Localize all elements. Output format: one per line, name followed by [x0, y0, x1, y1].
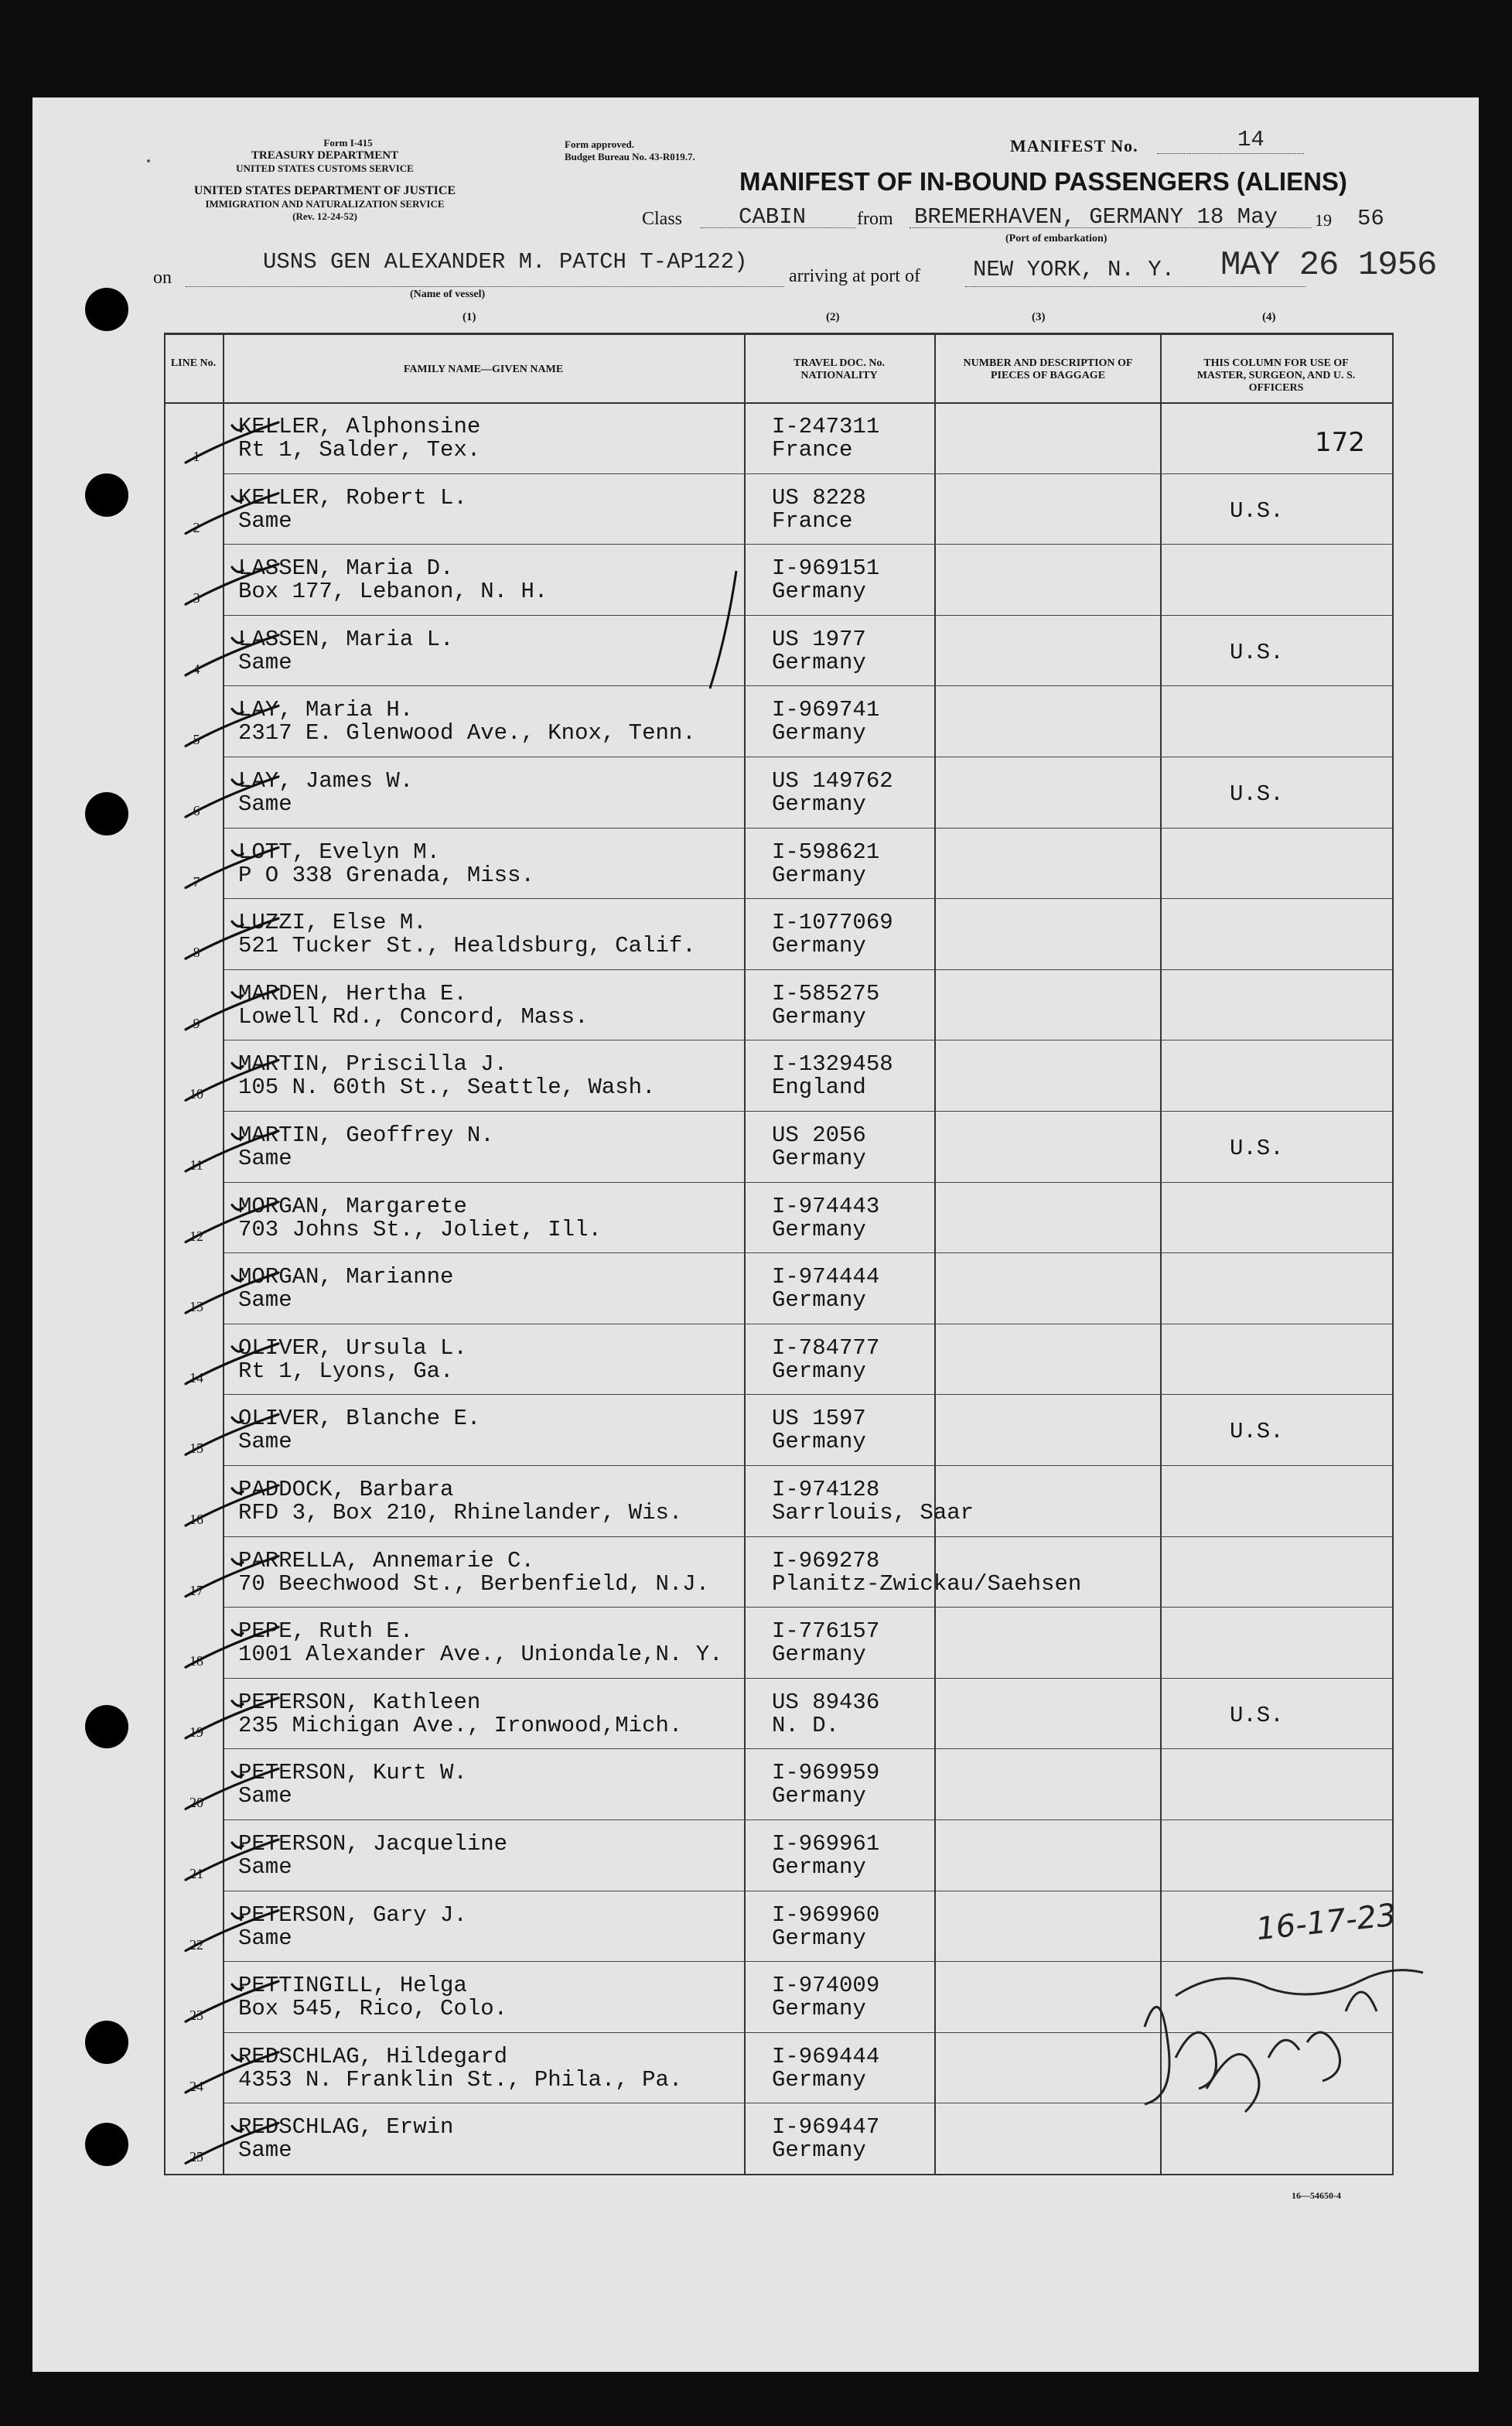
- nationality: Germany: [772, 1429, 866, 1455]
- passenger-name: REDSCHLAG, Hildegard: [238, 2043, 508, 2069]
- on-label: on: [153, 268, 172, 288]
- table-header-rule: [164, 402, 1394, 404]
- travel-doc-number: I-1077069: [772, 910, 893, 936]
- passenger-name: PARRELLA, Annemarie C.: [238, 1547, 534, 1573]
- row-divider: [224, 1252, 1392, 1253]
- travel-doc-number: I-969278: [772, 1547, 880, 1573]
- travel-doc-number: US 149762: [772, 768, 893, 794]
- revision: (Rev. 12-24-52): [292, 210, 357, 222]
- table-bottom-rule: [164, 2174, 1394, 2175]
- passenger-address: Rt 1, Lyons, Ga.: [238, 1358, 454, 1384]
- punch-hole: [85, 1705, 128, 1748]
- row-divider: [224, 969, 1392, 970]
- row-divider: [224, 2032, 1392, 2033]
- nationality: Germany: [772, 1854, 866, 1880]
- header-name: FAMILY NAME—GIVEN NAME: [403, 364, 564, 375]
- passenger-address: 703 Johns St., Joliet, Ill.: [238, 1216, 602, 1242]
- officer-use-entry: U.S.: [1230, 1419, 1284, 1445]
- nationality: Germany: [772, 579, 866, 605]
- travel-doc-number: I-969960: [772, 1902, 880, 1928]
- row-divider: [224, 1961, 1392, 1962]
- passenger-address: Same: [238, 1925, 292, 1951]
- punch-hole: [85, 2021, 128, 2064]
- row-divider: [224, 544, 1392, 545]
- nationality: Germany: [772, 649, 866, 675]
- passenger-name: KELLER, Robert L.: [238, 484, 467, 511]
- from-value: BREMERHAVEN, GERMANY 18 May: [914, 204, 1278, 230]
- row-divider: [224, 828, 1392, 829]
- passenger-address: 521 Tucker St., Healdsburg, Calif.: [238, 933, 696, 959]
- line-number: 18: [189, 1653, 203, 1669]
- arrival-port: NEW YORK, N. Y.: [973, 257, 1176, 282]
- port-embark-caption: (Port of embarkation): [1005, 233, 1108, 244]
- travel-doc-number: US 1597: [772, 1406, 866, 1432]
- form-code: 16—54650-4: [1292, 2190, 1341, 2201]
- line-number: 9: [193, 1015, 200, 1031]
- header-officer-use: THIS COLUMN FOR USE OF MASTER, SURGEON, AND U. S. OFFICERS: [1196, 357, 1356, 394]
- officer-use-entry: U.S.: [1230, 1136, 1284, 1161]
- passenger-address: Box 545, Rico, Colo.: [238, 1996, 508, 2022]
- passenger-name: MORGAN, Margarete: [238, 1193, 467, 1219]
- nationality: Germany: [772, 933, 866, 959]
- travel-doc-number: I-776157: [772, 1618, 880, 1645]
- nationality: France: [772, 437, 853, 463]
- passenger-address: 4353 N. Franklin St., Phila., Pa.: [238, 2066, 683, 2093]
- passenger-address: Same: [238, 1287, 292, 1314]
- line-number: 8: [193, 945, 200, 961]
- punch-hole: [85, 473, 128, 517]
- nationality: Germany: [772, 1358, 866, 1384]
- passenger-name: LAY, Maria H.: [238, 697, 414, 723]
- passenger-address: Box 177, Lebanon, N. H.: [238, 579, 548, 605]
- passenger-name: PETERSON, Kurt W.: [238, 1760, 467, 1786]
- passenger-address: Same: [238, 507, 292, 534]
- travel-doc-number: US 89436: [772, 1689, 880, 1715]
- nationality: England: [772, 1075, 866, 1101]
- header-baggage: NUMBER AND DESCRIPTION OF PIECES OF BAGGAGE: [963, 357, 1133, 381]
- header-travel-doc: TRAVEL DOC. No. NATIONALITY: [794, 357, 885, 381]
- row-divider: [224, 1111, 1392, 1112]
- customs-service: UNITED STATES CUSTOMS SERVICE: [236, 162, 414, 174]
- nationality: Germany: [772, 720, 866, 747]
- table-top-rule: [164, 333, 1394, 335]
- passenger-name: PEPE, Ruth E.: [238, 1618, 414, 1645]
- travel-doc-number: I-1329458: [772, 1051, 893, 1078]
- travel-doc-number: I-969741: [772, 697, 880, 723]
- officer-use-entry: U.S.: [1230, 1702, 1284, 1728]
- travel-doc-number: I-585275: [772, 980, 880, 1006]
- form-approved: Form approved.: [565, 138, 635, 150]
- row-divider: [224, 1536, 1392, 1537]
- passenger-address: 105 N. 60th St., Seattle, Wash.: [238, 1075, 656, 1101]
- nationality: Germany: [772, 862, 866, 888]
- passenger-address: Same: [238, 1146, 292, 1171]
- nationality: Germany: [772, 1783, 866, 1809]
- passenger-address: Same: [238, 791, 292, 817]
- travel-doc-number: I-974444: [772, 1264, 880, 1290]
- table-left-border: [164, 333, 166, 2174]
- line-number: 23: [189, 2007, 203, 2024]
- passenger-name: MARTIN, Priscilla J.: [238, 1051, 508, 1078]
- form-number: Form I-415: [323, 137, 373, 149]
- passenger-name: OLIVER, Blanche E.: [238, 1406, 481, 1432]
- nationality: N. D.: [772, 1712, 840, 1738]
- nationality: Germany: [772, 1996, 866, 2022]
- passenger-address: P O 338 Grenada, Miss.: [238, 862, 534, 888]
- officer-use-entry: U.S.: [1230, 639, 1284, 665]
- punch-hole: [85, 792, 128, 835]
- travel-doc-number: I-974128: [772, 1477, 880, 1502]
- row-divider: [224, 1678, 1392, 1679]
- travel-doc-number: I-784777: [772, 1334, 880, 1361]
- class-value: CABIN: [739, 204, 807, 230]
- passenger-address: 2317 E. Glenwood Ave., Knox, Tenn.: [238, 720, 696, 747]
- passenger-address: 235 Michigan Ave., Ironwood,Mich.: [238, 1712, 683, 1738]
- manifest-title: MANIFEST OF IN-BOUND PASSENGERS (ALIENS): [739, 167, 1347, 196]
- row-divider: [224, 898, 1392, 899]
- nationality: Germany: [772, 1287, 866, 1314]
- line-number: 20: [189, 1795, 203, 1811]
- passenger-address: Same: [238, 1783, 292, 1809]
- justice-dept: UNITED STATES DEPARTMENT OF JUSTICE: [193, 184, 456, 197]
- nationality: Germany: [772, 1146, 866, 1171]
- manifest-no-label: MANIFEST No.: [1010, 136, 1138, 155]
- passenger-address: RFD 3, Box 210, Rhinelander, Wis.: [238, 1500, 683, 1526]
- travel-doc-number: I-969961: [772, 1831, 880, 1857]
- passenger-name: PETERSON, Kathleen: [238, 1689, 481, 1715]
- line-number: 1: [193, 449, 200, 464]
- nationality: Germany: [772, 2066, 866, 2093]
- passenger-address: Same: [238, 1854, 292, 1880]
- passenger-name: PETERSON, Gary J.: [238, 1902, 467, 1928]
- line-number: 5: [193, 732, 200, 748]
- passenger-address: Same: [238, 2137, 292, 2164]
- row-divider: [224, 1465, 1392, 1466]
- row-divider: [224, 473, 1392, 474]
- line-number: 15: [189, 1440, 203, 1457]
- row-divider: [224, 1394, 1392, 1395]
- manifest-no-line: [1157, 153, 1304, 154]
- line-number: 12: [189, 1228, 203, 1244]
- arriving-label: arriving at port of: [789, 266, 920, 286]
- line-number: 19: [189, 1724, 203, 1740]
- line-number: 3: [193, 590, 200, 606]
- row-divider: [224, 1607, 1392, 1608]
- row-divider: [224, 685, 1392, 686]
- travel-doc-number: I-247311: [772, 414, 880, 439]
- passenger-name: LASSEN, Maria L.: [238, 626, 454, 652]
- row-divider: [224, 615, 1392, 616]
- line-number: 13: [189, 1299, 203, 1315]
- passenger-name: MORGAN, Marianne: [238, 1264, 454, 1290]
- passenger-name: KELLER, Alphonsine: [238, 414, 481, 439]
- travel-doc-number: US 8228: [772, 484, 866, 511]
- line-number: 22: [189, 1936, 203, 1953]
- punch-hole: [85, 288, 128, 331]
- vessel-line: [186, 286, 784, 287]
- line-number: 6: [193, 803, 200, 818]
- line-number: 24: [189, 2078, 203, 2094]
- treasury-dept: TREASURY DEPARTMENT: [251, 149, 399, 162]
- passenger-name: MARTIN, Geoffrey N.: [238, 1122, 494, 1148]
- line-number: 11: [189, 1157, 203, 1173]
- passenger-address: Same: [238, 649, 292, 675]
- nationality: Germany: [772, 791, 866, 817]
- line-number: 14: [189, 1369, 203, 1386]
- passenger-address: Same: [238, 1429, 292, 1455]
- nationality: Sarrlouis, Saar: [772, 1500, 974, 1526]
- nationality: France: [772, 507, 853, 534]
- line-number: 17: [189, 1582, 203, 1598]
- line-number: 7: [193, 873, 200, 890]
- travel-doc-number: I-974009: [772, 1973, 880, 1999]
- travel-doc-number: I-969444: [772, 2043, 880, 2069]
- officer-use-entry: U.S.: [1230, 497, 1284, 524]
- col-number-2: (2): [826, 311, 840, 323]
- passenger-name: OLIVER, Ursula L.: [238, 1334, 467, 1361]
- officer-use-entry: U.S.: [1230, 781, 1284, 807]
- nationality: Germany: [772, 1925, 866, 1951]
- nationality: Germany: [772, 1642, 866, 1668]
- nationality: Germany: [772, 1216, 866, 1242]
- year-prefix: 19: [1315, 210, 1332, 230]
- line-number: 2: [193, 519, 200, 535]
- passenger-address: 70 Beechwood St., Berbenfield, N.J.: [238, 1570, 710, 1597]
- travel-doc-number: US 2056: [772, 1122, 866, 1148]
- handwritten-note: 16-17-23: [1254, 1897, 1398, 1948]
- travel-doc-number: US 1977: [772, 626, 866, 652]
- dot-mark: [147, 159, 150, 162]
- passenger-name: PADDOCK, Barbara: [238, 1477, 454, 1502]
- col-number-1: (1): [462, 311, 476, 323]
- ins-service: IMMIGRATION AND NATURALIZATION SERVICE: [205, 198, 445, 210]
- manifest-number: 14: [1237, 127, 1265, 152]
- line-number: 16: [189, 1512, 203, 1527]
- travel-doc-number: I-969959: [772, 1760, 880, 1786]
- passenger-name: LUZZI, Else M.: [238, 910, 427, 936]
- nationality: Germany: [772, 2137, 866, 2164]
- arrival-line: [965, 286, 1306, 287]
- passenger-name: MARDEN, Hertha E.: [238, 980, 467, 1006]
- header-line-no: LINE No.: [170, 357, 217, 369]
- row-divider: [224, 1182, 1392, 1183]
- passenger-address: Lowell Rd., Concord, Mass.: [238, 1003, 589, 1030]
- col-number-4: (4): [1262, 311, 1276, 323]
- officer-use-entry: 172: [1315, 427, 1365, 458]
- punch-hole: [85, 2123, 128, 2166]
- travel-doc-number: I-969447: [772, 2114, 880, 2141]
- row-divider: [224, 1748, 1392, 1749]
- line-number: 4: [193, 661, 200, 677]
- arrival-date-stamp: MAY 26 1956: [1220, 246, 1437, 285]
- nationality: Germany: [772, 1003, 866, 1030]
- line-number: 25: [189, 2149, 203, 2165]
- passenger-address: Rt 1, Salder, Tex.: [238, 437, 481, 463]
- passenger-address: 1001 Alexander Ave., Uniondale,N. Y.: [238, 1642, 723, 1668]
- passenger-name: LASSEN, Maria D.: [238, 555, 454, 582]
- vessel-name: USNS GEN ALEXANDER M. PATCH T-AP122): [263, 249, 748, 275]
- year-value: 56: [1357, 206, 1384, 231]
- budget-bureau: Budget Bureau No. 43-R019.7.: [565, 151, 695, 162]
- from-label: from: [857, 209, 893, 229]
- travel-doc-number: I-974443: [772, 1193, 880, 1219]
- travel-doc-number: I-969151: [772, 555, 880, 582]
- class-label: Class: [642, 209, 683, 229]
- passenger-name: REDSCHLAG, Erwin: [238, 2114, 454, 2141]
- passenger-name: LAY, James W.: [238, 768, 414, 794]
- passenger-name: PETERSON, Jacqueline: [238, 1831, 508, 1857]
- vessel-caption: (Name of vessel): [410, 289, 486, 300]
- nationality: Planitz-Zwickau/Saehsen: [772, 1570, 1082, 1597]
- col-number-3: (3): [1032, 311, 1046, 323]
- travel-doc-number: I-598621: [772, 839, 880, 865]
- line-number: 21: [189, 1866, 203, 1881]
- passenger-name: PETTINGILL, Helga: [238, 1973, 467, 1999]
- line-number: 10: [189, 1086, 203, 1102]
- passenger-name: LOTT, Evelyn M.: [238, 839, 441, 865]
